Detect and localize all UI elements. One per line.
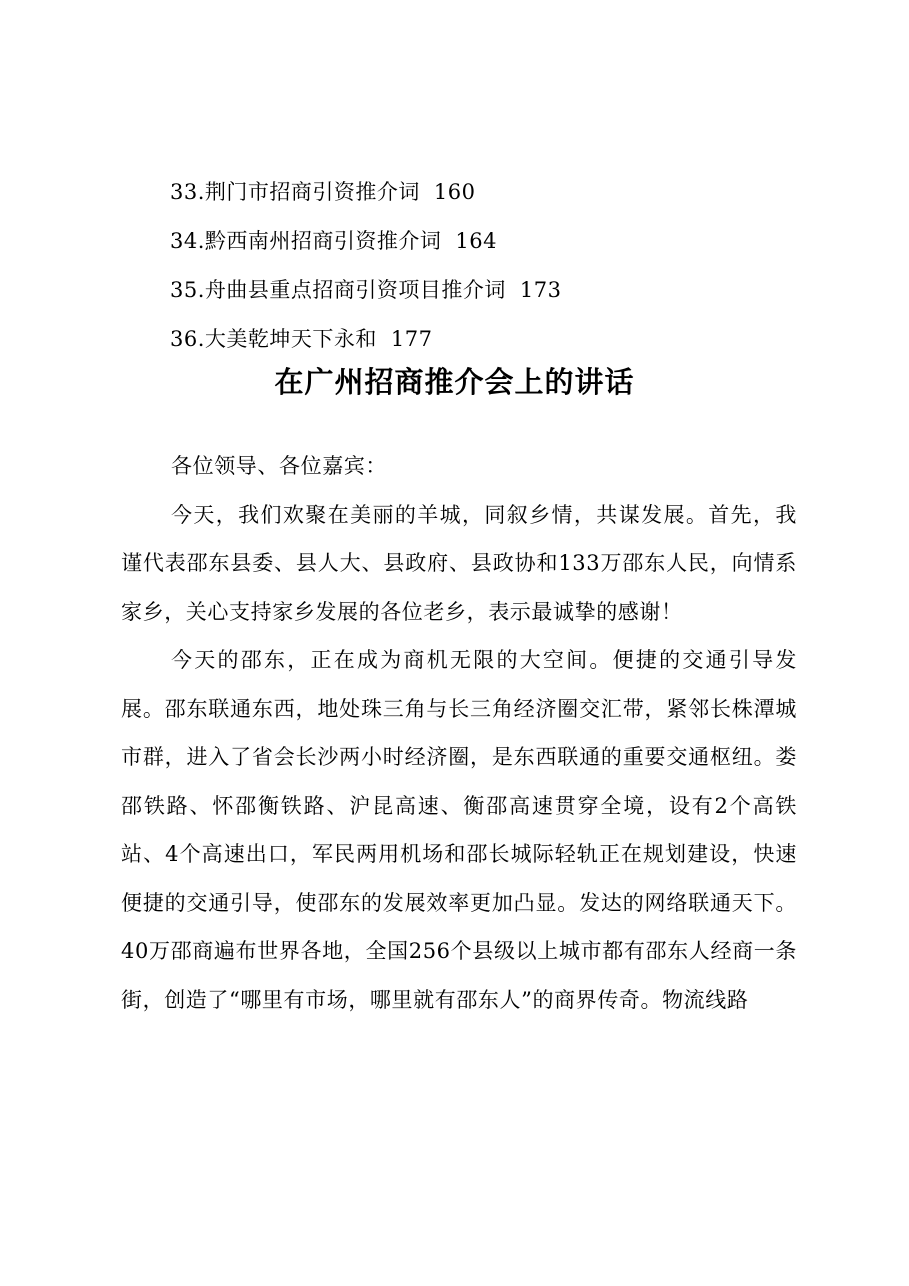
salutation: 各位领导、各位嘉宾： [171,454,387,478]
table-of-contents [170,168,810,364]
toc-item-label: 36.大美乾坤天下永和 [170,327,377,351]
toc-item [170,266,810,315]
toc-item [170,168,810,217]
toc-item-page: 177 [390,327,433,351]
toc-item-label: 35.舟曲县重点招商引资项目推介词 [170,278,506,302]
body-paragraph: 今天，我们欢聚在美丽的羊城，同叙乡情，共谋发展。首先，我谨代表邵东县委、县人大、县政府、县政协和133万邵东人民，向情系家乡，关心支持家乡发展的各位老乡，表示最诚挚的感谢！ [121,502,797,624]
toc-item-page: 173 [519,278,562,302]
toc-item [170,217,810,266]
toc-item-page: 160 [433,180,476,204]
toc-item-label: 34.黔西南州招商引资推介词 [170,229,442,253]
body-paragraph: 今天的邵东，正在成为商机无限的大空间。便捷的交通引导发展。邵东联通东西，地处珠三角与长三角经济圈交汇带，紧邻长株潭城市群，进入了省会长沙两小时经济圈，是东西联通的重要交通枢纽。娄邵铁路、怀邵衡铁路、沪昆高速、衡邵高速贯穿全境，设有2个高铁站、4个高速出口，军民两用机场和邵长城际轻轨正在规划建设，快速便捷的交通引导，使邵东的发展效率更加凸显。发达的网络联通天下。40万邵商遍布世界各地，全国256个县级以上城市都有邵东人经商一条街，创造了“哪里有市场，哪里就有邵东人”的商界传奇。物流线路 [121,648,797,1012]
article-body [121,442,797,1024]
toc-item [170,315,810,364]
article-title: 在广州招商推介会上的讲话 [274,365,635,399]
toc-item-page: 164 [455,229,497,253]
toc-item-label: 33.荆门市招商引资推介词 [170,180,420,204]
